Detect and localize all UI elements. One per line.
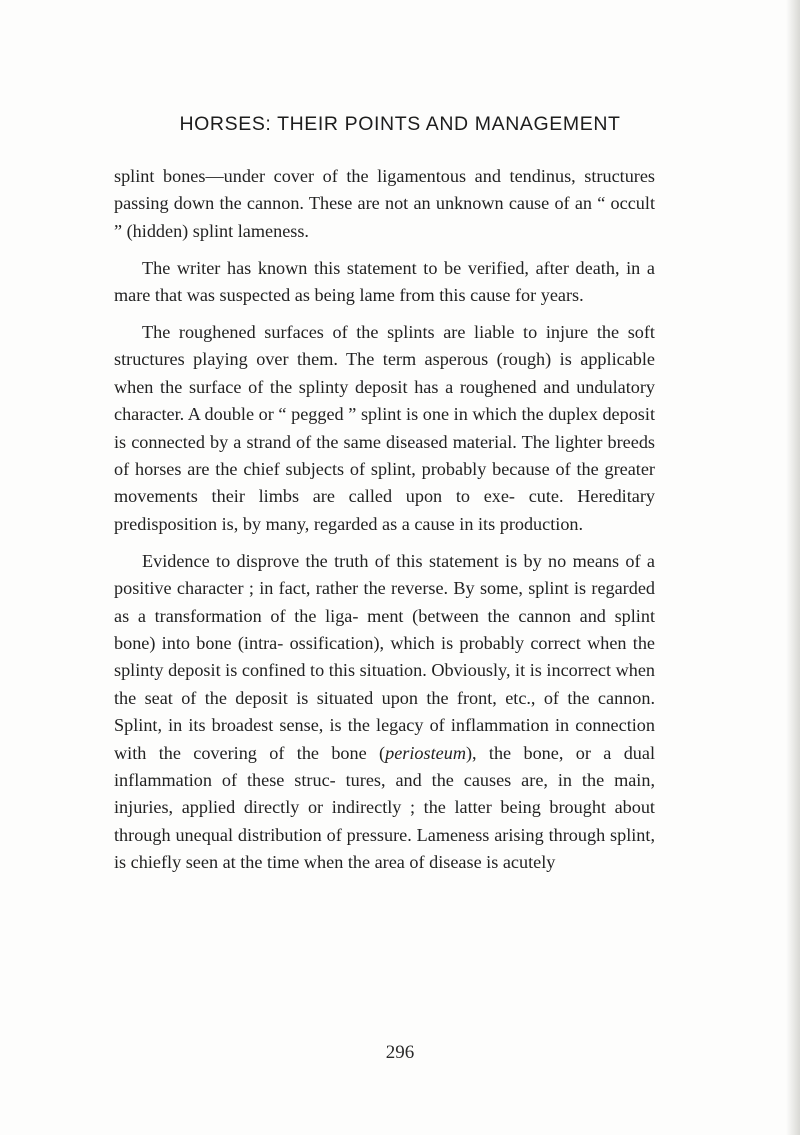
paragraph-1: splint bones—under cover of the ligamentous and tendinus, structures passing down the cannon. These are not an unknown cause of an “ occult ” (hidden) splint lameness. [114,166,655,241]
paragraph-3: The roughened surfaces of the splints are liable to injure the soft structures playing over them. The term asperous (rough) is applicable when the surface of the splinty deposit has a roughened and undulatory character. A double or “ pegged ” splint is one in which the duplex deposit is connected by a strand of the same diseased material. The lighter breeds of horses are the chief subjects of splint, probably because of the greater movements their limbs are called upon to exe- cute. Hereditary predisposition is, by many, regarded as a cause in its production. [114,322,655,534]
paragraph-2: The writer has known this statement to be verified, after death, in a mare that was suspected as being lame from this cause for years. [114,257,655,306]
paragraph-4-text-end: ), the bone, or a dual inflammation of these struc- tures, and the causes are, in the main, injuries, applied directly or indirectly ; the latter being brought about through unequal distribution of pressure. Lameness arising through splint, is chiefly seen at the time when the area of disease is acutely [114,742,656,873]
running-header-title: HORSES: THEIR POINTS AND MANAGEMENT [179,113,621,135]
body-text [114,163,655,877]
paragraph-4 [114,548,655,877]
page-edge-shadow [786,0,800,1135]
page-number: 296 [385,1042,415,1063]
paragraph-4-text-start: Evidence to disprove the truth of this statement is by no means of a positive character ; in fact, rather the reverse. By some, splint is regarded as a transformation of the liga- ment (between the cannon and splint bone) into bone (intra- ossification), which is probably correct when the splinty deposit is confined to this situation. Obviously, it is incorrect when the seat of the deposit is situated upon the front, etc., of the cannon. Splint, in its broadest sense, is the legacy of inflammation in connection with the covering of the bone ( [114,550,655,763]
italic-term-periosteum: periosteum [385,742,466,763]
